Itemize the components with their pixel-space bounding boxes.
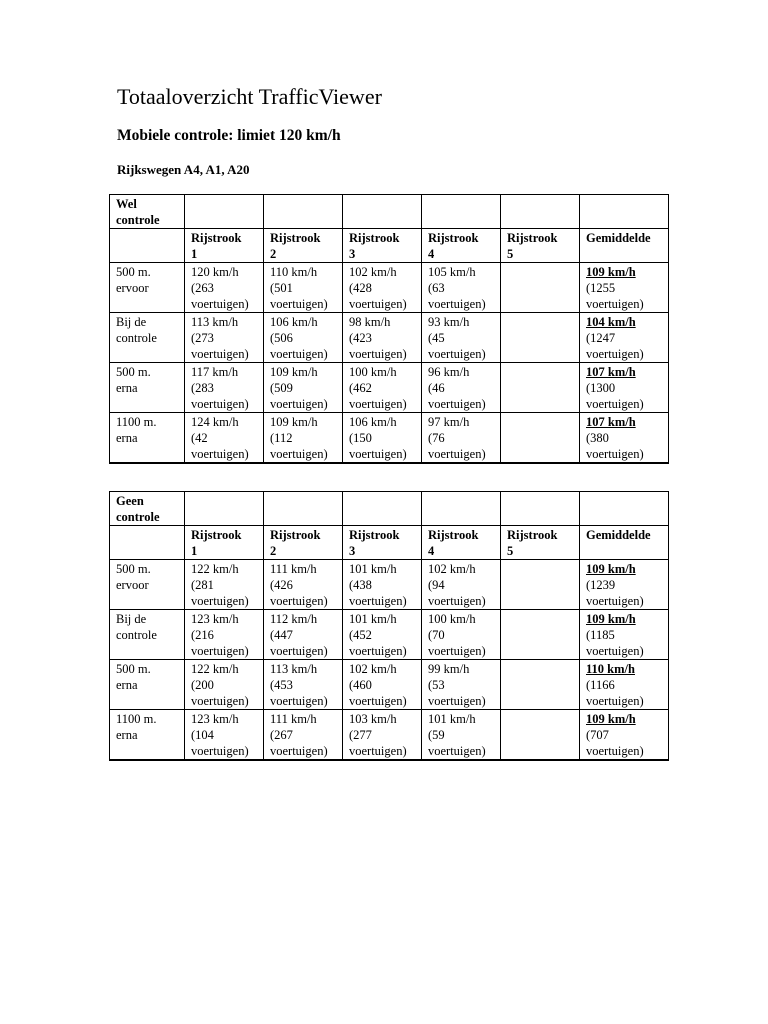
vehicle-unit: voertuigen) — [428, 694, 486, 708]
row-label-line1: 500 m. — [116, 365, 151, 379]
speed-value: 109 km/h — [270, 415, 318, 429]
lane-cell — [422, 560, 501, 610]
lane-cell — [185, 313, 264, 363]
vehicle-unit: voertuigen) — [349, 297, 407, 311]
row-label-cell — [110, 263, 185, 313]
vehicle-unit: voertuigen) — [191, 397, 249, 411]
vehicle-count: (426 — [270, 578, 293, 592]
speed-value: 110 km/h — [270, 265, 318, 279]
column-header-text: Rijstrook — [428, 231, 479, 245]
empty-cell — [185, 195, 264, 229]
average-speed: 107 km/h — [586, 365, 636, 379]
lane-cell — [422, 263, 501, 313]
lane-cell — [185, 610, 264, 660]
average-speed: 110 km/h — [586, 662, 635, 676]
vehicle-unit: voertuigen) — [349, 694, 407, 708]
row-label-line2: erna — [116, 431, 138, 445]
vehicle-unit: voertuigen) — [191, 347, 249, 361]
column-header-number: 5 — [507, 247, 514, 261]
vehicle-count: (76 — [428, 431, 445, 445]
average-speed: 109 km/h — [586, 712, 636, 726]
vehicle-unit: voertuigen) — [270, 347, 328, 361]
row-label-cell — [110, 710, 185, 761]
vehicle-count: (42 — [191, 431, 208, 445]
vehicle-unit: voertuigen) — [191, 447, 249, 461]
column-header-number: 4 — [428, 247, 435, 261]
average-cell — [580, 560, 669, 610]
table-row — [110, 263, 669, 313]
vehicle-count: (263 — [191, 281, 214, 295]
vehicle-count: (1166 — [586, 678, 615, 692]
vehicle-count: (200 — [191, 678, 214, 692]
vehicle-count: (70 — [428, 628, 445, 642]
row-label-line2: ervoor — [116, 281, 149, 295]
vehicle-count: (452 — [349, 628, 372, 642]
average-cell — [580, 660, 669, 710]
speed-value: 111 km/h — [270, 712, 317, 726]
vehicle-count: (501 — [270, 281, 293, 295]
speed-value: 102 km/h — [428, 562, 476, 576]
vehicle-unit: voertuigen) — [270, 744, 328, 758]
column-header-lane-2 — [264, 526, 343, 560]
lane-cell — [501, 313, 580, 363]
vehicle-unit: voertuigen) — [586, 397, 644, 411]
lane-cell — [185, 363, 264, 413]
column-header-row — [110, 229, 669, 263]
speed-value: 101 km/h — [349, 562, 397, 576]
vehicle-count: (150 — [349, 431, 372, 445]
row-label-line2: erna — [116, 728, 138, 742]
column-header-number: 3 — [349, 247, 356, 261]
vehicle-unit: voertuigen) — [586, 447, 644, 461]
vehicle-unit: voertuigen) — [349, 397, 407, 411]
speed-value: 113 km/h — [270, 662, 318, 676]
speed-value: 102 km/h — [349, 265, 397, 279]
row-label-cell — [110, 413, 185, 464]
vehicle-unit: voertuigen) — [270, 594, 328, 608]
average-cell — [580, 363, 669, 413]
vehicle-unit: voertuigen) — [349, 594, 407, 608]
vehicle-unit: voertuigen) — [191, 594, 249, 608]
row-label-cell — [110, 560, 185, 610]
vehicle-count: (1300 — [586, 381, 616, 395]
lane-cell — [501, 363, 580, 413]
speed-value: 101 km/h — [428, 712, 476, 726]
average-cell — [580, 413, 669, 464]
empty-cell — [501, 492, 580, 526]
lane-cell — [501, 610, 580, 660]
vehicle-count: (1185 — [586, 628, 615, 642]
lane-cell — [501, 710, 580, 761]
column-header-lane-4 — [422, 526, 501, 560]
column-header-number: 1 — [191, 544, 198, 558]
page-subtitle: Mobiele controle: limiet 120 km/h — [117, 127, 341, 144]
column-header-text: Rijstrook — [191, 528, 242, 542]
vehicle-count: (462 — [349, 381, 372, 395]
vehicle-unit: voertuigen) — [349, 644, 407, 658]
vehicle-count: (273 — [191, 331, 214, 345]
speed-value: 99 km/h — [428, 662, 470, 676]
column-header-lane-5 — [501, 526, 580, 560]
row-label-line1: 1100 m. — [116, 415, 157, 429]
vehicle-count: (1247 — [586, 331, 616, 345]
lane-cell — [264, 363, 343, 413]
column-header-number: 5 — [507, 544, 514, 558]
vehicle-count: (112 — [270, 431, 293, 445]
table-row — [110, 660, 669, 710]
lane-cell — [501, 660, 580, 710]
speed-value: 106 km/h — [349, 415, 397, 429]
speed-value: 123 km/h — [191, 612, 239, 626]
vehicle-unit: voertuigen) — [428, 297, 486, 311]
speed-value: 103 km/h — [349, 712, 397, 726]
empty-cell — [422, 492, 501, 526]
row-label-line2: erna — [116, 678, 138, 692]
lane-cell — [343, 710, 422, 761]
vehicle-unit: voertuigen) — [428, 644, 486, 658]
empty-cell — [264, 492, 343, 526]
lane-cell — [343, 313, 422, 363]
vehicle-count: (267 — [270, 728, 293, 742]
vehicle-count: (59 — [428, 728, 445, 742]
row-label-line2: ervoor — [116, 578, 149, 592]
lane-cell — [343, 610, 422, 660]
column-header-text: Rijstrook — [349, 528, 400, 542]
vehicle-count: (509 — [270, 381, 293, 395]
lane-cell — [185, 710, 264, 761]
lane-cell — [343, 560, 422, 610]
vehicle-count: (707 — [586, 728, 609, 742]
speed-value: 96 km/h — [428, 365, 470, 379]
speed-value: 123 km/h — [191, 712, 239, 726]
row-label-line1: 500 m. — [116, 662, 151, 676]
average-speed: 107 km/h — [586, 415, 636, 429]
speed-value: 106 km/h — [270, 315, 318, 329]
lane-cell — [264, 313, 343, 363]
vehicle-count: (53 — [428, 678, 445, 692]
table-row — [110, 610, 669, 660]
speed-value: 109 km/h — [270, 365, 318, 379]
speed-value: 97 km/h — [428, 415, 470, 429]
vehicle-unit: voertuigen) — [586, 347, 644, 361]
table-title-row — [110, 195, 669, 229]
empty-cell — [264, 195, 343, 229]
column-header-lane-3 — [343, 526, 422, 560]
table-geen-controle — [109, 491, 669, 761]
lane-cell — [185, 560, 264, 610]
column-header-number: 3 — [349, 544, 356, 558]
row-label-line1: 1100 m. — [116, 712, 157, 726]
table-row — [110, 710, 669, 761]
vehicle-count: (380 — [586, 431, 609, 445]
speed-value: 112 km/h — [270, 612, 318, 626]
vehicle-count: (423 — [349, 331, 372, 345]
lane-cell — [185, 263, 264, 313]
column-header-lane-3 — [343, 229, 422, 263]
vehicle-unit: voertuigen) — [270, 644, 328, 658]
lane-cell — [343, 413, 422, 464]
column-header-text: Rijstrook — [270, 231, 321, 245]
lane-cell — [501, 413, 580, 464]
column-header-average — [580, 526, 669, 560]
column-header-lane-5 — [501, 229, 580, 263]
row-label-cell — [110, 660, 185, 710]
vehicle-unit: voertuigen) — [270, 694, 328, 708]
speed-value: 105 km/h — [428, 265, 476, 279]
vehicle-count: (438 — [349, 578, 372, 592]
average-speed: 109 km/h — [586, 265, 636, 279]
lane-cell — [422, 610, 501, 660]
vehicle-unit: voertuigen) — [428, 447, 486, 461]
vehicle-count: (94 — [428, 578, 445, 592]
vehicle-unit: voertuigen) — [191, 644, 249, 658]
speed-value: 101 km/h — [349, 612, 397, 626]
vehicle-unit: voertuigen) — [586, 594, 644, 608]
speed-value: 93 km/h — [428, 315, 470, 329]
column-header-row — [110, 526, 669, 560]
column-header-text: Gemiddelde — [586, 231, 651, 245]
vehicle-unit: voertuigen) — [349, 447, 407, 461]
table-row — [110, 560, 669, 610]
column-header-text: Rijstrook — [507, 231, 558, 245]
vehicle-count: (277 — [349, 728, 372, 742]
average-cell — [580, 313, 669, 363]
vehicle-count: (460 — [349, 678, 372, 692]
row-label-line1: 500 m. — [116, 265, 151, 279]
vehicle-count: (46 — [428, 381, 445, 395]
lane-cell — [264, 610, 343, 660]
column-header-lane-1 — [185, 229, 264, 263]
vehicle-unit: voertuigen) — [428, 347, 486, 361]
column-header-text: Rijstrook — [507, 528, 558, 542]
table-label-line2: controle — [116, 510, 160, 524]
empty-cell — [422, 195, 501, 229]
column-header-number: 1 — [191, 247, 198, 261]
empty-cell — [580, 492, 669, 526]
column-header-text: Rijstrook — [428, 528, 479, 542]
vehicle-unit: voertuigen) — [586, 297, 644, 311]
average-cell — [580, 263, 669, 313]
vehicle-count: (1255 — [586, 281, 616, 295]
speed-value: 120 km/h — [191, 265, 239, 279]
column-header-number: 2 — [270, 544, 277, 558]
lane-cell — [264, 660, 343, 710]
vehicle-unit: voertuigen) — [586, 694, 644, 708]
row-label-line2: controle — [116, 331, 157, 345]
average-cell — [580, 610, 669, 660]
table-row — [110, 313, 669, 363]
lane-cell — [185, 660, 264, 710]
column-header-text: Rijstrook — [191, 231, 242, 245]
row-label-line2: erna — [116, 381, 138, 395]
table-label-cell — [110, 492, 185, 526]
row-label-line1: Bij de — [116, 315, 147, 329]
lane-cell — [422, 660, 501, 710]
vehicle-unit: voertuigen) — [191, 297, 249, 311]
average-speed: 109 km/h — [586, 562, 636, 576]
lane-cell — [264, 413, 343, 464]
column-header-lane-1 — [185, 526, 264, 560]
vehicle-unit: voertuigen) — [586, 644, 644, 658]
lane-cell — [422, 313, 501, 363]
vehicle-count: (45 — [428, 331, 445, 345]
vehicle-unit: voertuigen) — [349, 744, 407, 758]
vehicle-count: (453 — [270, 678, 293, 692]
vehicle-unit: voertuigen) — [191, 744, 249, 758]
speed-value: 98 km/h — [349, 315, 391, 329]
table-title-row — [110, 492, 669, 526]
table-label-line1: Geen — [116, 494, 144, 508]
table-wel-controle — [109, 194, 669, 464]
lane-cell — [264, 560, 343, 610]
row-label-line1: Bij de — [116, 612, 147, 626]
table-label-line1: Wel — [116, 197, 137, 211]
vehicle-count: (283 — [191, 381, 214, 395]
vehicle-count: (104 — [191, 728, 214, 742]
empty-cell — [580, 195, 669, 229]
column-header-lane-4 — [422, 229, 501, 263]
lane-cell — [264, 263, 343, 313]
vehicle-count: (281 — [191, 578, 214, 592]
empty-cell — [501, 195, 580, 229]
column-header-number: 2 — [270, 247, 277, 261]
speed-value: 102 km/h — [349, 662, 397, 676]
lane-cell — [501, 263, 580, 313]
roads-heading: Rijkswegen A4, A1, A20 — [117, 162, 250, 177]
row-label-cell — [110, 313, 185, 363]
speed-value: 111 km/h — [270, 562, 317, 576]
column-header-number: 4 — [428, 544, 435, 558]
speed-value: 117 km/h — [191, 365, 239, 379]
column-header-text: Rijstrook — [349, 231, 400, 245]
vehicle-unit: voertuigen) — [349, 347, 407, 361]
row-label-line2: controle — [116, 628, 157, 642]
lane-cell — [185, 413, 264, 464]
row-label-cell — [110, 610, 185, 660]
table-label-cell — [110, 195, 185, 229]
lane-cell — [343, 660, 422, 710]
speed-value: 122 km/h — [191, 662, 239, 676]
vehicle-unit: voertuigen) — [586, 744, 644, 758]
lane-cell — [343, 263, 422, 313]
empty-cell — [110, 229, 185, 263]
empty-cell — [343, 195, 422, 229]
column-header-text: Gemiddelde — [586, 528, 651, 542]
empty-cell — [343, 492, 422, 526]
vehicle-count: (1239 — [586, 578, 616, 592]
lane-cell — [422, 413, 501, 464]
lane-cell — [422, 710, 501, 761]
vehicle-count: (63 — [428, 281, 445, 295]
vehicle-unit: voertuigen) — [428, 594, 486, 608]
vehicle-unit: voertuigen) — [270, 297, 328, 311]
vehicle-count: (216 — [191, 628, 214, 642]
table-label-line2: controle — [116, 213, 160, 227]
row-label-cell — [110, 363, 185, 413]
vehicle-count: (447 — [270, 628, 293, 642]
vehicle-unit: voertuigen) — [270, 447, 328, 461]
column-header-text: Rijstrook — [270, 528, 321, 542]
average-cell — [580, 710, 669, 761]
lane-cell — [422, 363, 501, 413]
column-header-average — [580, 229, 669, 263]
average-speed: 109 km/h — [586, 612, 636, 626]
column-header-lane-2 — [264, 229, 343, 263]
table-row — [110, 363, 669, 413]
speed-value: 122 km/h — [191, 562, 239, 576]
speed-value: 100 km/h — [349, 365, 397, 379]
vehicle-count: (506 — [270, 331, 293, 345]
average-speed: 104 km/h — [586, 315, 636, 329]
speed-value: 100 km/h — [428, 612, 476, 626]
lane-cell — [264, 710, 343, 761]
vehicle-unit: voertuigen) — [191, 694, 249, 708]
lane-cell — [501, 560, 580, 610]
vehicle-unit: voertuigen) — [270, 397, 328, 411]
page-title: Totaaloverzicht TrafficViewer — [117, 84, 382, 109]
vehicle-count: (428 — [349, 281, 372, 295]
speed-value: 124 km/h — [191, 415, 239, 429]
row-label-line1: 500 m. — [116, 562, 151, 576]
empty-cell — [185, 492, 264, 526]
lane-cell — [343, 363, 422, 413]
speed-value: 113 km/h — [191, 315, 239, 329]
table-row — [110, 413, 669, 464]
vehicle-unit: voertuigen) — [428, 397, 486, 411]
vehicle-unit: voertuigen) — [428, 744, 486, 758]
empty-cell — [110, 526, 185, 560]
